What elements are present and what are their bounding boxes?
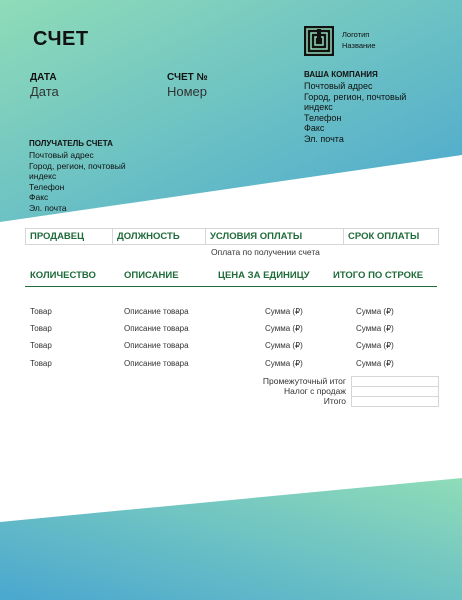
items-header-divider: [25, 286, 437, 287]
row-2-desc[interactable]: Описание товара: [124, 324, 189, 333]
logo-text: [342, 29, 376, 51]
position-header: ДОЛЖНОСТЬ: [113, 229, 206, 244]
row-4-desc[interactable]: Описание товара: [124, 359, 189, 368]
invoice-number-value[interactable]: Номер: [167, 84, 208, 99]
logo-line-1: Логотип: [342, 30, 370, 39]
recipient-block: [29, 139, 159, 213]
row-3-price[interactable]: Сумма (₽): [265, 341, 303, 350]
invoice-number-label: СЧЕТ №: [167, 72, 208, 83]
company-fax[interactable]: Факс: [304, 123, 325, 133]
row-3-total[interactable]: Сумма (₽): [356, 341, 394, 350]
recipient-city[interactable]: Город, регион, почтовый: [29, 160, 126, 171]
total-field[interactable]: [351, 396, 439, 407]
row-4-qty[interactable]: Товар: [30, 359, 52, 368]
row-2-qty[interactable]: Товар: [30, 324, 52, 333]
row-4-price[interactable]: Сумма (₽): [265, 359, 303, 368]
recipient-phone[interactable]: Телефон: [29, 181, 65, 192]
logo-line-2: Название: [342, 41, 376, 50]
logo-icon: [304, 26, 334, 56]
company-block: [304, 70, 434, 144]
subtotal-label: Промежуточный итог: [262, 376, 346, 386]
description-header: ОПИСАНИЕ: [124, 270, 179, 281]
footer-gradient-background: [0, 470, 462, 600]
company-label: ВАША КОМПАНИЯ: [304, 70, 378, 79]
row-1-desc[interactable]: Описание товара: [124, 307, 189, 316]
seller-header: ПРОДАВЕЦ: [26, 229, 113, 244]
row-1-total[interactable]: Сумма (₽): [356, 307, 394, 316]
terms-table-header: [25, 228, 439, 245]
row-3-desc[interactable]: Описание товара: [124, 341, 189, 350]
due-date-header: СРОК ОПЛАТЫ: [348, 231, 420, 242]
line-total-header: ИТОГО ПО СТРОКЕ: [333, 270, 424, 281]
qty-header: КОЛИЧЕСТВО: [30, 270, 96, 281]
recipient-address[interactable]: Почтовый адрес: [29, 150, 94, 160]
payment-terms-value[interactable]: Оплата по получении счета: [211, 247, 320, 257]
row-2-price[interactable]: Сумма (₽): [265, 324, 303, 333]
row-1-qty[interactable]: Товар: [30, 307, 52, 316]
company-email[interactable]: Эл. почта: [304, 133, 344, 144]
company-city[interactable]: Город, регион, почтовый: [304, 91, 407, 102]
row-1-price[interactable]: Сумма (₽): [265, 307, 303, 316]
recipient-email[interactable]: Эл. почта: [29, 202, 67, 213]
unit-price-header: ЦЕНА ЗА ЕДИНИЦУ: [218, 270, 310, 281]
company-address[interactable]: Почтовый адрес: [304, 81, 373, 91]
recipient-fax[interactable]: Факс: [29, 192, 49, 202]
date-label: ДАТА: [30, 72, 57, 83]
recipient-zip[interactable]: индекс: [29, 171, 57, 181]
company-zip[interactable]: индекс: [304, 102, 333, 112]
invoice-title: СЧЕТ: [33, 28, 89, 50]
total-label: Итого: [323, 396, 346, 406]
recipient-label: ПОЛУЧАТЕЛЬ СЧЕТА: [29, 139, 113, 148]
row-2-total[interactable]: Сумма (₽): [356, 324, 394, 333]
tax-label: Налог с продаж: [284, 386, 346, 396]
company-phone[interactable]: Телефон: [304, 112, 342, 123]
payment-terms-header: УСЛОВИЯ ОПЛАТЫ: [206, 229, 344, 244]
row-4-total[interactable]: Сумма (₽): [356, 359, 394, 368]
date-value[interactable]: Дата: [30, 84, 59, 99]
row-3-qty[interactable]: Товар: [30, 341, 52, 350]
